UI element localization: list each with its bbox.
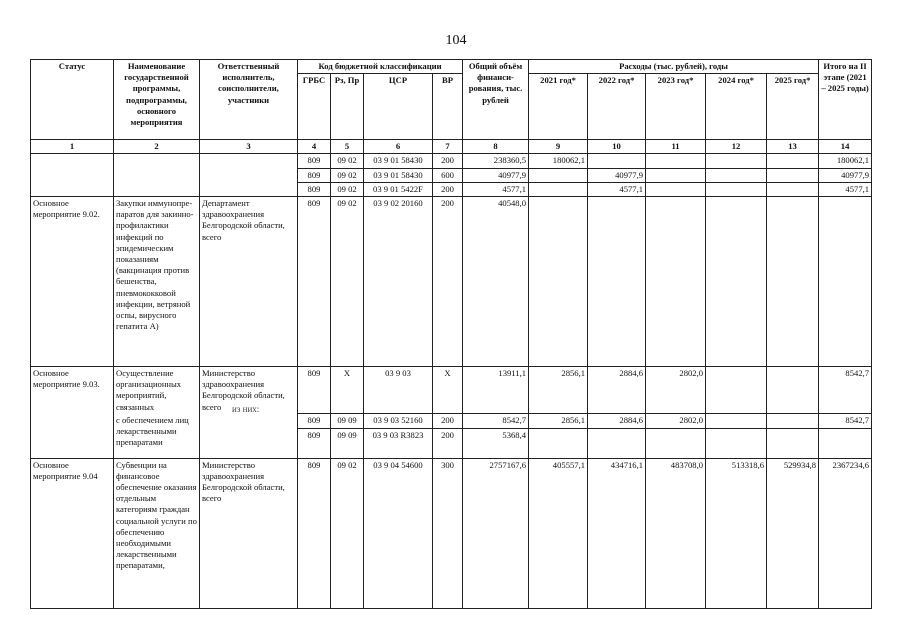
csr-cell: 03 9 02 20160: [364, 197, 433, 367]
y2021-cell: 2856,1: [529, 367, 588, 414]
y2025-cell: 529934,8: [767, 458, 819, 608]
status-cell: Основное мероприятие 9.03.: [31, 367, 114, 459]
rz-pr-cell: 09 02: [331, 458, 364, 608]
y2024-cell: [706, 182, 767, 196]
name-cell: Закупки иммунопре-паратов для закинно-профилактики инфекций по эпидемическим показаниям (вакцинация против бешенства, пневмококковой инфекции, ветряной оспы, вирусного гепатита А): [114, 197, 200, 367]
budget-table: [30, 59, 872, 609]
y2021-cell: 405557,1: [529, 458, 588, 608]
stage-total-cell: 2367234,6: [819, 458, 872, 608]
header-expenses: Расходы (тыс. рублей), годы: [529, 60, 819, 74]
csr-cell: 03 9 01 58430: [364, 154, 433, 168]
y2023-cell: [646, 154, 706, 168]
column-number: 4: [298, 140, 331, 154]
stage-total-cell: 180062,1: [819, 154, 872, 168]
y2022-cell: 434716,1: [588, 458, 646, 608]
grbs-cell: 809: [298, 197, 331, 367]
y2022-cell: 40977,9: [588, 168, 646, 182]
y2023-cell: 2802,0: [646, 367, 706, 414]
y2025-cell: [767, 182, 819, 196]
column-number: 1: [31, 140, 114, 154]
name-cell: [114, 154, 200, 197]
header-executor: Ответственный исполнитель, соисполнители, участники: [200, 60, 298, 140]
rz-pr-cell: X: [331, 367, 364, 414]
y2022-cell: 2884,6: [588, 367, 646, 414]
total-cell: 238360,5: [463, 154, 529, 168]
csr-cell: 03 9 04 54600: [364, 458, 433, 608]
executor-cell: Департамент здравоохранения Белгородской области, всего: [200, 197, 298, 367]
grbs-cell: 809: [298, 458, 331, 608]
stage-total-cell: 40977,9: [819, 168, 872, 182]
column-number: 11: [646, 140, 706, 154]
y2022-cell: 2884,6: [588, 414, 646, 428]
vr-cell: 200: [433, 197, 463, 367]
stage-total-cell: 4577,1: [819, 182, 872, 196]
vr-cell: 200: [433, 182, 463, 196]
status-cell: [31, 154, 114, 197]
column-number: 2: [114, 140, 200, 154]
rz-pr-cell: 09 02: [331, 182, 364, 196]
y2025-cell: [767, 414, 819, 428]
table-row-event-904: [31, 458, 872, 608]
header-grbs: ГРБС: [298, 74, 331, 140]
vr-cell: 200: [433, 428, 463, 458]
y2022-cell: 4577,1: [588, 182, 646, 196]
y2024-cell: [706, 154, 767, 168]
y2024-cell: 513318,6: [706, 458, 767, 608]
rz-pr-cell: 09 09: [331, 428, 364, 458]
grbs-cell: 809: [298, 428, 331, 458]
stage-total-cell: [819, 428, 872, 458]
name-cell: с обеспечением лиц лекарственными препаратами: [114, 414, 200, 458]
column-number: 9: [529, 140, 588, 154]
y2023-cell: [646, 168, 706, 182]
y2022-cell: [588, 428, 646, 458]
vr-cell: X: [433, 367, 463, 414]
vr-cell: 300: [433, 458, 463, 608]
rz-pr-cell: 09 02: [331, 168, 364, 182]
y2021-cell: [529, 182, 588, 196]
header-stage-total: Итого на II этапе (2021 – 2025 годы): [819, 60, 872, 140]
grbs-cell: 809: [298, 168, 331, 182]
y2024-cell: [706, 197, 767, 367]
stage-total-cell: [819, 197, 872, 367]
total-cell: 13911,1: [463, 367, 529, 414]
table-row: [31, 154, 872, 168]
table-row-event-903: [31, 367, 872, 414]
total-cell: 2757167,6: [463, 458, 529, 608]
name-cell: Субвенции на финансовое обеспечение оказания отдельным категориям граждан социальной услуги по обеспечению необходимыми лекарственными препаратами,: [114, 458, 200, 608]
column-number: 8: [463, 140, 529, 154]
csr-cell: 03 9 01 5422F: [364, 182, 433, 196]
executor-cell: Министерство здравоохранения Белгородской области, всего: [200, 367, 298, 459]
of-which-label: из них:: [232, 404, 260, 414]
y2023-cell: [646, 428, 706, 458]
header-budget-code: Код бюджетной классификации: [298, 60, 463, 74]
y2024-cell: [706, 414, 767, 428]
y2021-cell: 2856,1: [529, 414, 588, 428]
y2022-cell: [588, 154, 646, 168]
stage-total-cell: 8542,7: [819, 367, 872, 414]
y2024-cell: [706, 428, 767, 458]
y2021-cell: 180062,1: [529, 154, 588, 168]
total-cell: 4577,1: [463, 182, 529, 196]
csr-cell: 03 9 03: [364, 367, 433, 414]
column-number: 3: [200, 140, 298, 154]
y2024-cell: [706, 367, 767, 414]
y2021-cell: [529, 197, 588, 367]
rz-pr-cell: 09 02: [331, 154, 364, 168]
y2023-cell: [646, 197, 706, 367]
table-row: [31, 414, 872, 428]
y2025-cell: [767, 197, 819, 367]
y2023-cell: 2802,0: [646, 414, 706, 428]
grbs-cell: 809: [298, 414, 331, 428]
status-cell: Основное мероприятие 9.04: [31, 458, 114, 608]
y2025-cell: [767, 168, 819, 182]
header-year-2025: 2025 год*: [767, 74, 819, 140]
header-rz-pr: Рз, Пр: [331, 74, 364, 140]
column-number: 5: [331, 140, 364, 154]
y2023-cell: 483708,0: [646, 458, 706, 608]
column-number: 13: [767, 140, 819, 154]
csr-cell: 03 9 01 58430: [364, 168, 433, 182]
y2024-cell: [706, 168, 767, 182]
y2023-cell: [646, 182, 706, 196]
vr-cell: 200: [433, 414, 463, 428]
executor-cell: Министерство здравоохранения Белгородской области, всего: [200, 458, 298, 608]
y2021-cell: [529, 428, 588, 458]
page-number: 104: [445, 33, 467, 48]
total-cell: 5368,4: [463, 428, 529, 458]
column-number-row: [31, 140, 872, 154]
header-status: Статус: [31, 60, 114, 140]
vr-cell: 200: [433, 154, 463, 168]
rz-pr-cell: 09 02: [331, 197, 364, 367]
vr-cell: 600: [433, 168, 463, 182]
total-cell: 40548,0: [463, 197, 529, 367]
y2021-cell: [529, 168, 588, 182]
name-cell: Осуществление организационных мероприятий, связанных: [114, 367, 200, 414]
header-total-volume: Общий объём финанси-рования, тыс. рублей: [463, 60, 529, 140]
header-year-2023: 2023 год*: [646, 74, 706, 140]
header-year-2024: 2024 год*: [706, 74, 767, 140]
stage-total-cell: 8542,7: [819, 414, 872, 428]
column-number: 14: [819, 140, 872, 154]
y2022-cell: [588, 197, 646, 367]
executor-cell: [200, 154, 298, 197]
column-number: 10: [588, 140, 646, 154]
header-csr: ЦСР: [364, 74, 433, 140]
column-number: 6: [364, 140, 433, 154]
table-row-event-902: [31, 197, 872, 367]
header-year-2022: 2022 год*: [588, 74, 646, 140]
csr-cell: 03 9 03 52160: [364, 414, 433, 428]
status-cell: Основное мероприятие 9.02.: [31, 197, 114, 367]
grbs-cell: 809: [298, 154, 331, 168]
header-program-name: Наименование государственной программы, подпрограммы, основного мероприятия: [114, 60, 200, 140]
grbs-cell: 809: [298, 367, 331, 414]
total-cell: 8542,7: [463, 414, 529, 428]
header-vr: ВР: [433, 74, 463, 140]
csr-cell: 03 9 03 R3823: [364, 428, 433, 458]
y2025-cell: [767, 154, 819, 168]
header-year-2021: 2021 год*: [529, 74, 588, 140]
column-number: 7: [433, 140, 463, 154]
rz-pr-cell: 09 09: [331, 414, 364, 428]
y2025-cell: [767, 428, 819, 458]
column-number: 12: [706, 140, 767, 154]
grbs-cell: 809: [298, 182, 331, 196]
total-cell: 40977,9: [463, 168, 529, 182]
y2025-cell: [767, 367, 819, 414]
